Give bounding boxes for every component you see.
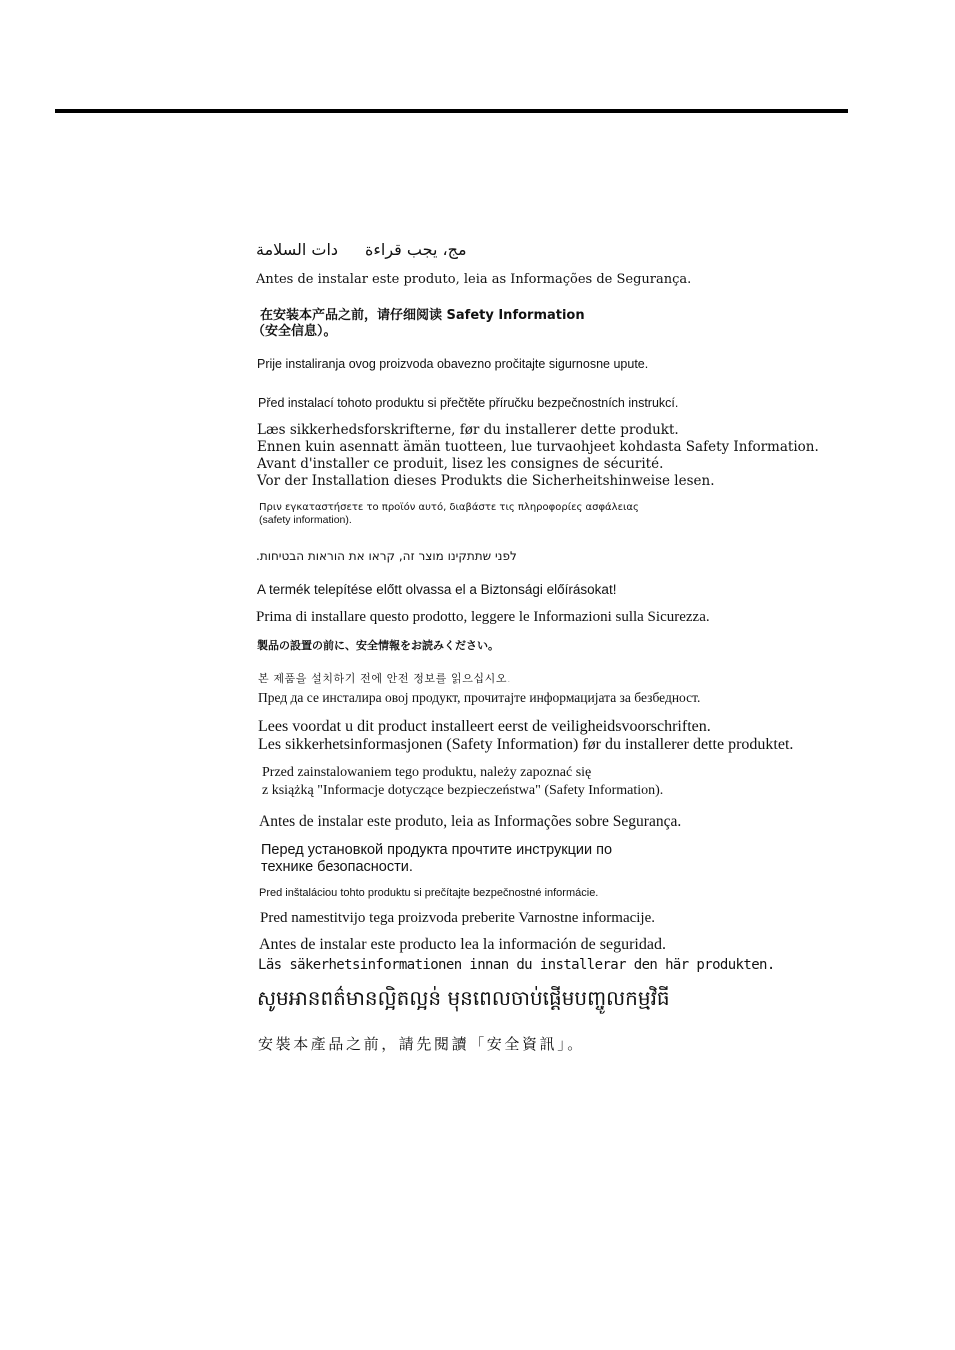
safety-line-sv: Läs säkerhetsinformationen innan du installerar den här produkten. [258,957,775,973]
safety-line-de: Vor der Installation dieses Produkts die Sicherheitshinweise lesen. [257,473,715,489]
safety-line-fi: Ennen kuin asennatt ämän tuotteen, lue turvaohjeet kohdasta Safety Information. [257,439,819,455]
safety-line-zh-cn-2: （安全信息）。 [252,324,337,339]
safety-line-hu: A termék telepítése előtt olvassa el a Biztonsági előírásokat! [257,582,617,597]
safety-line-ru-1: Перед установкой продукта прочтите инструкции по [261,842,613,858]
top-rule [55,109,848,113]
safety-line-cs: Před instalací tohoto produktu si přečtěte příručku bezpečnostních instrukcí. [258,396,679,410]
safety-line-zh-cn-1: 在安装本产品之前，请仔细阅读 Safety Information [260,308,585,323]
arabic-line-part-2: دات السلامة [256,240,339,259]
safety-line-sl: Pred namestitvijo tega proizvoda preberite Varnostne informacije. [260,910,656,926]
safety-line-pt: Antes de instalar este produto, leia as Informações sobre Segurança. [259,813,682,830]
safety-line-es: Antes de instalar este producto lea la información de seguridad. [259,936,666,953]
safety-line-no: Les sikkerhetsinformasjonen (Safety Information) før du installerer dette produktet. [258,736,794,753]
safety-line-it: Prima di installare questo prodotto, leggere le Informazioni sulla Sicurezza. [256,609,710,625]
safety-line-mk: Пред да се инсталира овој продукт, прочитајте информацијата за безбедност. [258,690,701,705]
arabic-line-part-1: مج، يجب قراءة [365,240,467,259]
safety-line-ko: 본 제품을 설치하기 전에 안전 정보를 읽으십시오. [258,672,512,685]
safety-line-km: សូមអានពត៌មានល្អិតល្អន់ មុនពេលចាប់ផ្តើមបញ្ចូលកម្មវិធី [257,986,670,1010]
safety-line-ru-2: технике безопасности. [261,859,413,875]
safety-line-el-2: (safety information). [259,514,352,526]
safety-line-he: לפני שתתקינו מוצר זה, קראו את הוראות הבטיחות. [256,549,517,563]
safety-line-hr: Prije instaliranja ovog proizvoda obavezno pročitajte sigurnosne upute. [257,357,649,371]
safety-line-sk: Pred inštaláciou tohto produktu si prečítajte bezpečnostné informácie. [259,887,599,899]
safety-line-ja: 製品の設置の前に、安全情報をお読みください。 [257,639,499,652]
safety-line-zh-tw: 安裝本產品之前，請先閱讀「安全資訊」。 [258,1037,585,1053]
safety-line-fr: Avant d'installer ce produit, lisez les consignes de sécurité. [257,456,664,472]
safety-line-pt-br: Antes de instalar este produto, leia as Informações de Segurança. [256,272,692,287]
safety-line-da: Læs sikkerhedsforskrifterne, før du installerer dette produkt. [257,422,679,438]
safety-line-el-1: Πριν εγκαταστήσετε το προϊόν αυτό, διαβάστε τις πληροφορίες ασφάλειας [259,502,639,513]
safety-line-nl: Lees voordat u dit product installeert eerst de veiligheidsvoorschriften. [258,718,711,735]
safety-line-pl-2: z książką "Informacje dotyczące bezpieczeństwa" (Safety Information). [262,783,664,798]
safety-line-pl-1: Przed zainstalowaniem tego produktu, należy zapoznać się [262,765,592,780]
